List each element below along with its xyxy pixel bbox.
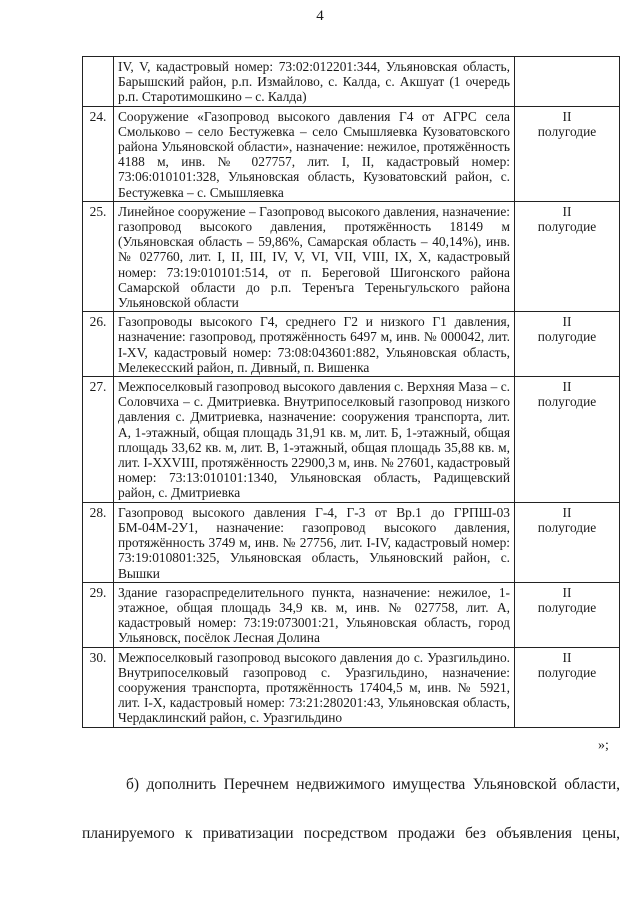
- term-part: II: [562, 504, 572, 520]
- term-part: II: [562, 203, 572, 219]
- row-number: [83, 57, 114, 107]
- row-term: [515, 582, 620, 647]
- term-part: II: [562, 584, 572, 600]
- property-table: [82, 56, 620, 728]
- table-row: [83, 502, 620, 582]
- row-description: Газопровод высокого давления Г-4, Г-3 от Вр.1 до ГРПШ-03 БМ-04М-2У1, назначение: газопровод высокого давления, протяжённость 3749 м, инв. № 27756, лит. I-IV, кадастровый номер: 73:19:010801:325, Ульяновская область, Ульяновский район, с. Вышки: [114, 502, 515, 582]
- row-description: Здание газораспределительного пункта, назначение: нежилое, 1-этажное, общая площадь 34,9 кв. м, инв. № 027758, лит. А, кадастровый номер: 73:19:073001:21, Ульяновская область, город Ульяновск, посёлок Лесная Долина: [114, 582, 515, 647]
- row-term: [515, 312, 620, 377]
- row-number: 26.: [83, 312, 114, 377]
- row-number: 30.: [83, 647, 114, 727]
- term-part: II: [562, 108, 572, 124]
- row-number: 24.: [83, 106, 114, 201]
- table-row: [83, 312, 620, 377]
- row-term: [515, 502, 620, 582]
- term-period: полугодие: [537, 123, 597, 139]
- term-period: полугодие: [537, 329, 597, 345]
- row-term: [515, 106, 620, 201]
- page-number: 4: [316, 8, 324, 24]
- table-row: [83, 582, 620, 647]
- term-part: II: [562, 314, 572, 330]
- row-term: [515, 377, 620, 503]
- table-row: [83, 57, 620, 107]
- term-period: полугодие: [537, 599, 597, 615]
- term-period: полугодие: [537, 664, 597, 680]
- row-number: 27.: [83, 377, 114, 503]
- row-number: 29.: [83, 582, 114, 647]
- table-row: [83, 647, 620, 727]
- term-period: полугодие: [537, 219, 597, 235]
- closing-quote-mark: »;: [598, 738, 609, 753]
- row-description: Газопроводы высокого Г4, среднего Г2 и низкого Г1 давления, назначение: газопровод, протяжённость 6497 м, инв. № 000042, лит. I-XV, кадастровый номер: 73:08:043601:882, Ульяновская область, Мелекесский район, п. Дивный, п. Вишенка: [114, 312, 515, 377]
- row-description: Межпоселковый газопровод высокого давления до с. Уразгильдино. Внутрипоселковый газопровод с. Уразгильдино, назначение: сооружения транспорта, протяжённость 17404,5 м, инв. № 5921, лит. I-X, кадастровый номер: 73:21:280201:43, Ульяновская область, Чердаклинский район, с. Уразгильдино: [114, 647, 515, 727]
- row-description: Межпоселковый газопровод высокого давления с. Верхняя Маза – с. Соловчиха – с. Дмитриевка. Внутрипоселковый газопровод низкого давления с. Дмитриевка, назначение: сооружения транспорта, лит. А, 1-этажный, общая площадь 31,91 кв. м, лит. Б, 1-этажный, общая площадь 33,62 кв. м, лит. В, 1-этажный, общая площадь 35,88 кв. м, лит. I-XXVIII, протяжённость 22900,3 м, инв. № 27601, кадастровый номер: 73:13:010101:1340, Ульяновская область, Радищевский район, с. Дмитриевка: [114, 377, 515, 503]
- row-number: 28.: [83, 502, 114, 582]
- amendment-paragraph-line-2: планируемого к приватизации посредством продажи без объявления цены,: [82, 825, 620, 842]
- amendment-paragraph-line-1: б) дополнить Перечнем недвижимого имущества Ульяновской области,: [126, 776, 620, 793]
- term-part: II: [562, 379, 572, 395]
- term-part: II: [562, 649, 572, 665]
- row-description: Линейное сооружение – Газопровод высокого давления, назначение: газопровод высокого давления, протяжённость 18149 м (Ульяновская область – 59,86%, Самарская область – 40,14%), инв. № 027760, лит. I, II, III, IV, V, VI, VII, VIII, IX, X, кадастровый номер: 73:19:010101:514, от п. Береговой Шигонского района Самарской области до р.п. Теренъга Тереньгульского района Ульяновской области: [114, 201, 515, 311]
- row-description: IV, V, кадастровый номер: 73:02:012201:344, Ульяновская область, Барышский район, р.п. Измайлово, с. Калда, с. Акшуат (1 очередь р.п. Старотимошкино – с. Калда): [114, 57, 515, 107]
- row-term: [515, 647, 620, 727]
- row-description: Сооружение «Газопровод высокого давления Г4 от АГРС села Смольково – село Бестужевка – село Смышляевка Кузоватовского района Ульяновской области», назначение: нежилое, протяжённость 4188 м, инв. № 027757, лит. I, II, кадастровый номер: 73:06:010101:328, Ульяновская область, Кузоватовский район, с. Бестужевка – с. Смышляевка: [114, 106, 515, 201]
- table-row: [83, 106, 620, 201]
- table-row: [83, 377, 620, 503]
- row-number: 25.: [83, 201, 114, 311]
- row-term: [515, 201, 620, 311]
- row-term: [515, 57, 620, 107]
- term-period: полугодие: [537, 519, 597, 535]
- term-period: полугодие: [537, 394, 597, 410]
- table-row: [83, 201, 620, 311]
